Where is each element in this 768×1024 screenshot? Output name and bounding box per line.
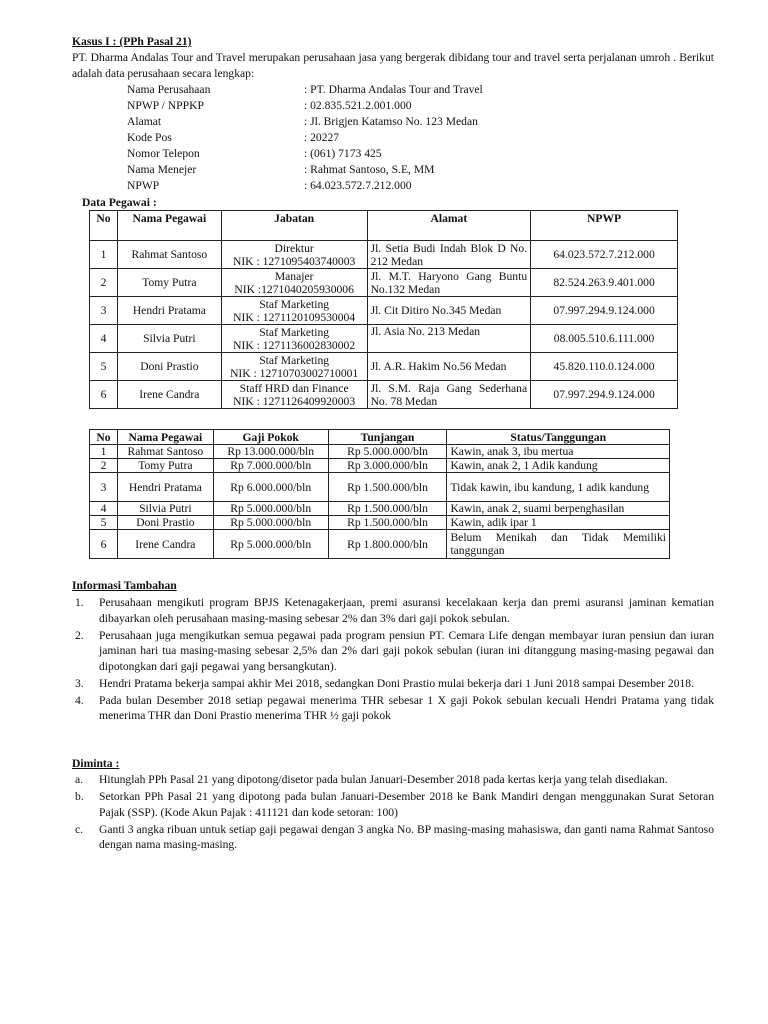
- company-info: [127, 82, 483, 194]
- cell-npwp: 64.023.572.7.212.000: [531, 241, 678, 269]
- cell-no: 5: [90, 353, 118, 381]
- list-item: [72, 595, 714, 626]
- table-row: [90, 459, 670, 473]
- position-nik: NIK : 12710703002710001: [230, 366, 359, 380]
- position-nik: NIK : 1271126409920003: [233, 394, 356, 408]
- cell-position: [221, 325, 367, 353]
- table-header-row: [90, 430, 670, 445]
- list-text: Perusahaan juga mengikutkan semua pegawai pada program pensiun PT. Cemara Life dengan membayar iuran pensiun dan iuran jaminan hari tua masing-masing sebesar 2,5% dan 2% dari gaji pokok sebulan (iuran ini ditanggung masing-masing pegawai dan dipotongkan dari gaji pegawai yang bersangkutan).: [99, 628, 714, 673]
- list-marker: b.: [75, 790, 84, 803]
- company-info-row: [127, 82, 483, 98]
- additional-info-list: [72, 595, 714, 725]
- info-value: : 20227: [304, 131, 340, 144]
- cell-name: Silvia Putri: [117, 502, 213, 516]
- cell-status: Belum Menikah dan Tidak Memiliki tanggungan: [447, 530, 670, 559]
- cell-name: Rahmat Santoso: [117, 445, 213, 459]
- list-marker: c.: [75, 822, 84, 836]
- cell-name: Irene Candra: [117, 530, 213, 559]
- position-title: Staf Marketing: [259, 353, 330, 367]
- table-row: [90, 445, 670, 459]
- company-info-row: [127, 114, 483, 130]
- company-info-row: [127, 146, 483, 162]
- cell-allowance: Rp 5.000.000/bln: [328, 445, 447, 459]
- info-label: Nomor Telepon: [127, 147, 200, 160]
- cell-npwp: 07.997.294.9.124.000: [531, 297, 678, 325]
- cell-no: 6: [90, 530, 118, 559]
- cell-name: Doni Prastio: [117, 516, 213, 530]
- intro-paragraph: PT. Dharma Andalas Tour and Travel merupakan perusahaan jasa yang bergerak dibidang tour and travel serta perjalanan umroh . Berikut adalah data perusahaan secara lengkap:: [72, 51, 714, 80]
- header-name: Nama Pegawai: [117, 430, 213, 445]
- cell-position: [221, 353, 367, 381]
- table-row: [90, 297, 678, 325]
- cell-salary: Rp 6.000.000/bln: [213, 473, 328, 502]
- info-label: NPWP: [127, 179, 160, 192]
- cell-allowance: Rp 1.500.000/bln: [328, 473, 447, 502]
- position-title: Manajer: [274, 269, 314, 283]
- header-name: Nama Pegawai: [117, 211, 221, 241]
- info-label: NPWP / NPPKP: [127, 99, 204, 112]
- company-info-row: [127, 130, 483, 146]
- cell-position: [221, 241, 367, 269]
- company-info-row: [127, 98, 483, 114]
- cell-name: Tomy Putra: [117, 269, 221, 297]
- cell-salary: Rp 5.000.000/bln: [213, 530, 328, 559]
- list-item: [72, 628, 714, 675]
- cell-address: Jl. Cit Ditiro No.345 Medan: [367, 297, 531, 325]
- info-value: : (061) 7173 425: [304, 147, 382, 160]
- cell-address: Jl. A.R. Hakim No.56 Medan: [367, 353, 531, 381]
- list-item: [72, 772, 714, 788]
- cell-status: Kawin, anak 3, ibu mertua: [447, 445, 670, 459]
- list-text: Perusahaan mengikuti program BPJS Ketenagakerjaan, premi asuransi kecelakaan kerja dan premi asuransi jaminan kematian dibayarkan oleh perusahaan masing-masing sebesar 2% dan 3% dari gaji pokok sebulan.: [99, 596, 714, 625]
- employees-table: [89, 210, 678, 409]
- tasks-list: [72, 772, 714, 854]
- position-title: Staff HRD dan Finance: [239, 381, 349, 395]
- position-title: Staf Marketing: [259, 297, 330, 311]
- cell-allowance: Rp 1.800.000/bln: [328, 530, 447, 559]
- case-title: Kasus I : (PPh Pasal 21): [72, 35, 192, 48]
- cell-no: 1: [90, 241, 118, 269]
- cell-no: 1: [90, 445, 118, 459]
- info-value: : Jl. Brigjen Katamso No. 123 Medan: [304, 115, 478, 128]
- info-label: Alamat: [127, 115, 162, 128]
- cell-no: 2: [90, 459, 118, 473]
- info-value: : PT. Dharma Andalas Tour and Travel: [304, 83, 483, 96]
- table-row: [90, 473, 670, 502]
- info-value: : 64.023.572.7.212.000: [304, 179, 412, 192]
- list-item: [72, 676, 714, 692]
- list-text: Pada bulan Desember 2018 setiap pegawai menerima THR sebesar 1 X gaji Pokok sebulan kecuali Hendri Pratama yang tidak menerima THR dan Doni Prastio menerima THR ½ gaji pokok: [99, 693, 714, 722]
- cell-address: Jl. Setia Budi Indah Blok D No. 212 Medan: [367, 241, 531, 269]
- employees-label: Data Pegawai :: [82, 196, 157, 209]
- table-row: [90, 516, 670, 530]
- cell-allowance: Rp 3.000.000/bln: [328, 459, 447, 473]
- list-item: [72, 789, 714, 820]
- company-info-row: [127, 162, 483, 178]
- position-nik: NIK : 1271095403740003: [232, 254, 356, 268]
- list-text: Hitunglah PPh Pasal 21 yang dipotong/disetor pada bulan Januari-Desember 2018 pada kertas kerja yang telah disediakan.: [99, 773, 668, 786]
- info-label: Kode Pos: [127, 131, 172, 144]
- cell-salary: Rp 5.000.000/bln: [213, 502, 328, 516]
- table-row: [90, 353, 678, 381]
- cell-no: 4: [90, 502, 118, 516]
- cell-name: Rahmat Santoso: [117, 241, 221, 269]
- info-value: : 02.835.521.2.001.000: [304, 99, 412, 112]
- cell-allowance: Rp 1.500.000/bln: [328, 516, 447, 530]
- cell-no: 4: [90, 325, 118, 353]
- cell-salary: Rp 5.000.000/bln: [213, 516, 328, 530]
- header-npwp: NPWP: [531, 211, 678, 241]
- cell-allowance: Rp 1.500.000/bln: [328, 502, 447, 516]
- cell-name: Doni Prastio: [117, 353, 221, 381]
- list-marker: 4.: [75, 693, 84, 707]
- cell-no: 2: [90, 269, 118, 297]
- header-no: No: [90, 211, 118, 241]
- position-nik: NIK :1271040205930006: [234, 282, 354, 296]
- cell-position: [221, 381, 367, 409]
- cell-no: 5: [90, 516, 118, 530]
- cell-position: [221, 297, 367, 325]
- table-row: [90, 269, 678, 297]
- table-header-row: [90, 211, 678, 241]
- header-salary: Gaji Pokok: [213, 430, 328, 445]
- list-text: Hendri Pratama bekerja sampai akhir Mei 2018, sedangkan Doni Prastio mulai bekerja dari 1 Juni 2018 sampai Desember 2018.: [99, 676, 694, 690]
- cell-address: Jl. M.T. Haryono Gang Buntu No.132 Medan: [367, 269, 531, 297]
- cell-npwp: 08.005.510.6.111.000: [531, 325, 678, 353]
- info-value: : Rahmat Santoso, S.E, MM: [304, 163, 435, 176]
- table-row: [90, 325, 678, 353]
- position-nik: NIK : 1271120109530004: [233, 310, 356, 324]
- cell-status: Kawin, adik ipar 1: [447, 516, 670, 530]
- cell-no: 3: [90, 473, 118, 502]
- cell-name: Hendri Pratama: [117, 473, 213, 502]
- list-item: [72, 822, 714, 853]
- table-row: [90, 381, 678, 409]
- header-status: Status/Tanggungan: [447, 430, 670, 445]
- table-row: [90, 502, 670, 516]
- position-title: Direktur: [274, 241, 314, 255]
- cell-name: Irene Candra: [117, 381, 221, 409]
- list-marker: 2.: [75, 628, 84, 642]
- cell-npwp: 82.524.263.9.401.000: [531, 269, 678, 297]
- additional-info-heading: Informasi Tambahan: [72, 579, 177, 592]
- cell-position: [221, 269, 367, 297]
- cell-status: Kawin, anak 2, 1 Adik kandung: [447, 459, 670, 473]
- list-item: [72, 693, 714, 724]
- cell-name: Tomy Putra: [117, 459, 213, 473]
- list-marker: a.: [75, 773, 84, 786]
- position-nik: NIK : 1271136002830002: [233, 338, 356, 352]
- cell-npwp: 45.820.110.0.124.000: [531, 353, 678, 381]
- info-label: Nama Menejer: [127, 163, 197, 176]
- table-row: [90, 530, 670, 559]
- list-text: Ganti 3 angka ribuan untuk setiap gaji pegawai dengan 3 angka No. BP masing-masing mahasiswa, dan ganti nama Rahmat Santoso dengan nama masing-masing.: [99, 822, 714, 851]
- cell-name: Hendri Pratama: [117, 297, 221, 325]
- header-no: No: [90, 430, 118, 445]
- cell-npwp: 07.997.294.9.124.000: [531, 381, 678, 409]
- header-address: Alamat: [367, 211, 531, 241]
- position-title: Staf Marketing: [259, 325, 330, 339]
- list-marker: 3.: [75, 676, 84, 690]
- cell-status: Kawin, anak 2, suami berpenghasilan: [447, 502, 670, 516]
- cell-salary: Rp 13.000.000/bln: [213, 445, 328, 459]
- header-position: Jabatan: [221, 211, 367, 241]
- cell-address: Jl. Asia No. 213 Medan: [367, 325, 531, 353]
- cell-no: 3: [90, 297, 118, 325]
- cell-name: Silvia Putri: [117, 325, 221, 353]
- company-info-row: [127, 178, 483, 194]
- cell-salary: Rp 7.000.000/bln: [213, 459, 328, 473]
- cell-no: 6: [90, 381, 118, 409]
- list-marker: 1.: [75, 596, 84, 609]
- cell-address: Jl. S.M. Raja Gang Sederhana No. 78 Medan: [367, 381, 531, 409]
- info-label: Nama Perusahaan: [127, 83, 211, 96]
- cell-status: Tidak kawin, ibu kandung, 1 adik kandung: [447, 473, 670, 502]
- salary-table: [89, 429, 670, 559]
- tasks-heading: Diminta :: [72, 757, 120, 770]
- list-text: Setorkan PPh Pasal 21 yang dipotong pada bulan Januari-Desember 2018 ke Bank Mandiri dengan menggunakan Surat Setoran Pajak (SSP). (Kode Akun Pajak : 411121 dan kode setoran: 100): [99, 790, 714, 819]
- header-allowance: Tunjangan: [328, 430, 447, 445]
- table-row: [90, 241, 678, 269]
